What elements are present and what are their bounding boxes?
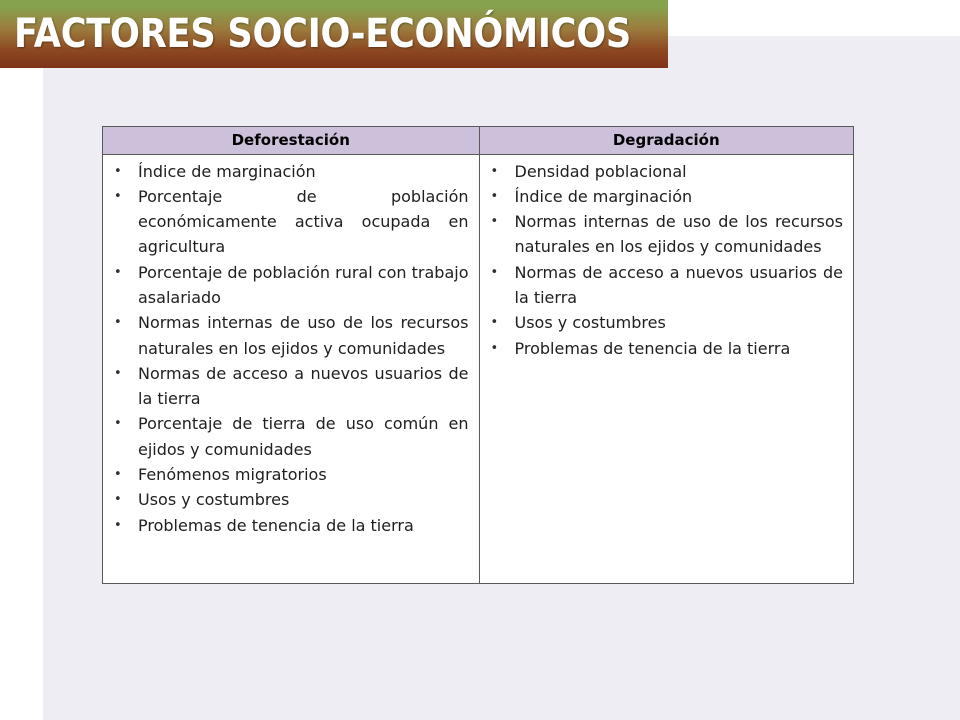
list-item-text: Usos y costumbres — [514, 313, 666, 333]
list-item-text: Problemas de tenencia de la tierra — [138, 515, 414, 535]
degradacion-cell — [479, 154, 853, 583]
list-item-text: Fenómenos migratorios — [138, 465, 327, 485]
bullet-icon: • — [490, 315, 499, 331]
list-item — [490, 336, 844, 361]
list-item — [113, 513, 469, 538]
degradacion-list — [490, 159, 844, 361]
bullet-icon: • — [490, 188, 499, 204]
bullet-icon: • — [114, 163, 122, 179]
bullet-icon: • — [114, 188, 122, 204]
bullet-icon: • — [114, 315, 122, 331]
list-item — [113, 260, 469, 311]
list-item — [490, 260, 844, 311]
list-item — [113, 411, 469, 462]
bullet-icon: • — [490, 264, 499, 280]
table-header-row — [103, 127, 853, 154]
list-item — [113, 184, 469, 260]
deforestacion-list — [113, 159, 469, 538]
list-item-text: Normas de acceso a nuevos usuarios de la tierra — [138, 363, 469, 409]
list-item-text: Porcentaje de población rural con trabajo asalariado — [138, 262, 469, 307]
list-item-text: Porcentaje de tierra de uso común en ejidos y comunidades — [138, 414, 469, 459]
slide-title: FACTORES SOCIO-ECONÓMICOS — [14, 11, 631, 57]
list-item — [113, 310, 469, 361]
bullet-icon: • — [114, 416, 122, 432]
bullet-icon: • — [114, 492, 122, 508]
bullet-icon: • — [114, 264, 122, 280]
list-item — [490, 159, 844, 184]
list-item-text: Normas internas de uso de los recursos naturales en los ejidos y comunidades — [138, 313, 469, 358]
list-item-text: Índice de marginación — [514, 186, 693, 206]
bullet-icon: • — [490, 340, 499, 356]
list-item — [113, 159, 469, 184]
bullet-icon: • — [114, 467, 122, 483]
list-item-text: Normas internas de uso de los recursos naturales en los ejidos y comunidades — [514, 212, 843, 257]
table-body-row — [103, 154, 853, 583]
factors-table — [103, 127, 853, 583]
factors-table-container — [102, 126, 854, 584]
bullet-icon: • — [490, 163, 499, 179]
list-item-text: Índice de marginación — [138, 161, 316, 181]
deforestacion-cell — [103, 154, 479, 583]
list-item-text: Usos y costumbres — [138, 490, 290, 510]
bullet-icon: • — [114, 517, 122, 533]
list-item-text: Normas de acceso a nuevos usuarios de la tierra — [514, 262, 843, 307]
header-degradacion: Degradación — [479, 127, 853, 154]
list-item — [490, 209, 844, 260]
list-item — [490, 310, 844, 335]
bullet-icon: • — [490, 214, 499, 230]
list-item — [490, 184, 844, 209]
list-item — [113, 487, 469, 512]
list-item — [113, 361, 469, 412]
list-item-text: Problemas de tenencia de la tierra — [514, 338, 791, 358]
list-item-text: Densidad poblacional — [514, 161, 687, 181]
header-deforestacion: Deforestación — [103, 127, 479, 154]
title-banner — [0, 0, 668, 68]
bullet-icon: • — [114, 365, 122, 381]
list-item — [113, 462, 469, 487]
list-item-text: Porcentaje de población económicamente activa ocupada en agricultura — [138, 186, 469, 257]
